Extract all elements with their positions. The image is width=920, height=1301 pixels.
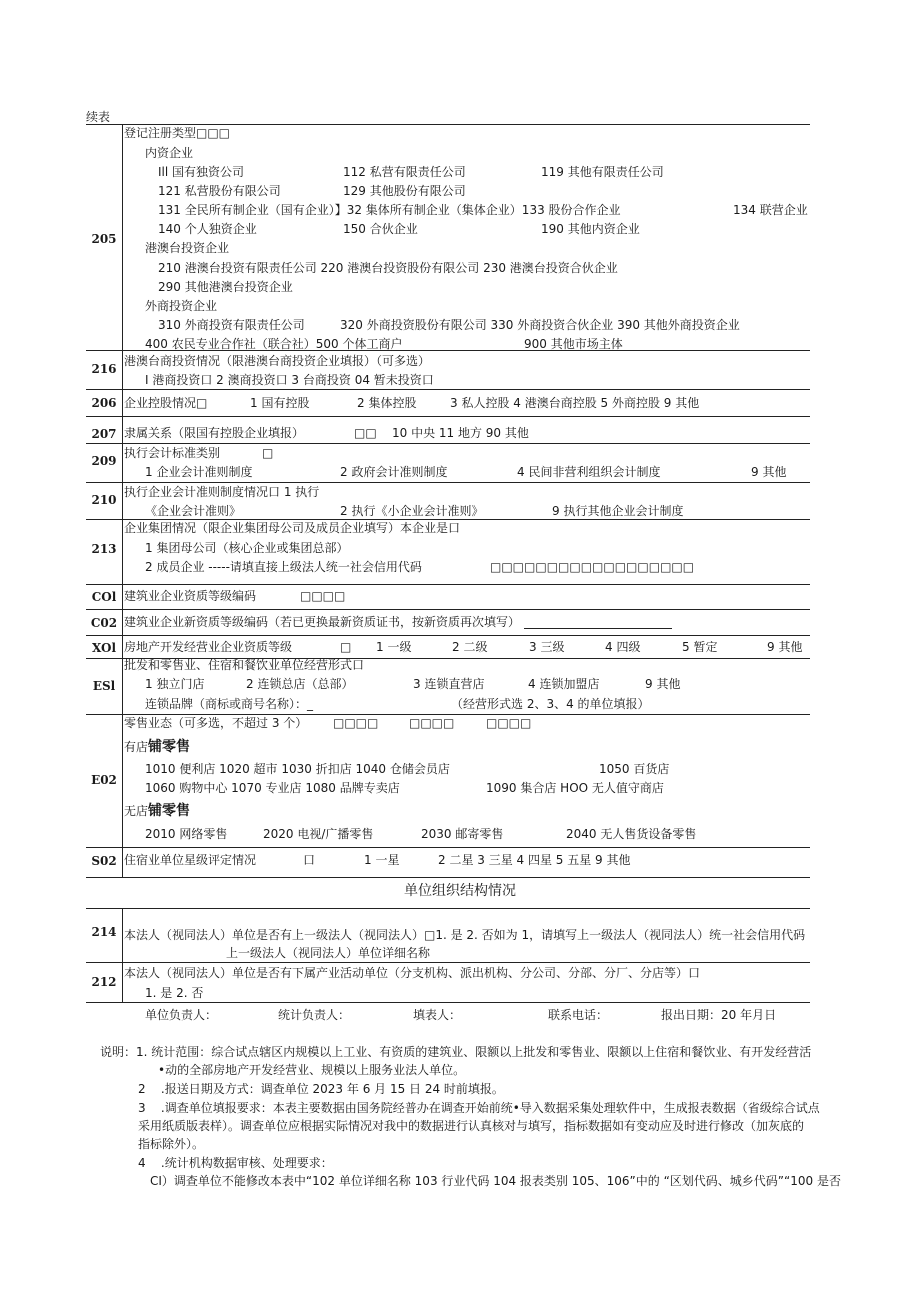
note-3-cont: 采用纸质版表样）。调查单位应根据实际情况对我中的数据进行认真核对与填写，指标数据如有变动应及时进行修改（加灰底的: [138, 1119, 805, 1133]
credit-code-boxes: □□□□□□□□□□□□□□□□□□: [490, 560, 695, 574]
row-code-207: 207: [91, 427, 117, 441]
row-divider: [86, 584, 810, 585]
registration-type-label: 登记注册类型□□□: [124, 126, 231, 140]
star-rating-label: 住宿业单位星级评定情况: [124, 853, 257, 867]
code-column-divider: [122, 908, 123, 1002]
enterprise-group-label: 企业集团情况（限企业集团母公司及成员企业填写）本企业是口: [124, 521, 461, 535]
option-text: 2040 无人售货设备零售: [566, 827, 697, 841]
option-text: 2 二级: [452, 640, 488, 654]
row-divider: [86, 635, 810, 636]
row-code-216: 216: [91, 362, 117, 376]
option-text: 1090 集合店 HOO 无人值守商店: [486, 781, 664, 795]
option-text: 9 其他: [751, 465, 787, 479]
option-text: 134 联营企业: [733, 203, 808, 217]
option-text: Ill 国有独资公司: [158, 165, 245, 179]
option-text: 1 国有控股: [250, 396, 310, 410]
code-boxes: □□: [354, 426, 377, 440]
option-text: 131 全民所有制企业（国有企业）】32 集体所有制企业（集体企业）133 股份合作企业: [158, 203, 621, 217]
note-5: CI）调查单位不能修改本表中“102 单位详细名称 103 行业代码 104 报表类别 105、106”中的 “区划代码、城乡代码”“100 是否: [150, 1174, 841, 1188]
hk-macau-taiwan-heading: 港澳台投资企业: [145, 241, 230, 255]
domestic-enterprise-heading: 内资企业: [145, 146, 194, 160]
chain-brand-label: 连锁品牌（商标或商号名称）：_: [145, 697, 314, 711]
option-text: 2 成员企业 -----请填直接上级法人统一社会信用代码: [145, 560, 422, 574]
parent-legal-entity-question: 本法人（视同法人）单位是否有上一级法人（视同法人）□1. 是 2. 否如为 1，请填写上一级法人（视同法人）统一社会信用代码: [124, 928, 806, 942]
retail-format-label: 零售业态（可多选，不超过 3 个）: [124, 716, 308, 730]
row-code-213: 213: [91, 542, 117, 556]
row-divider: [86, 908, 810, 909]
option-text: 112 私营有限责任公司: [343, 165, 466, 179]
option-text: 5 暂定: [682, 640, 718, 654]
option-text: 9 其他: [767, 640, 803, 654]
option-text: 119 其他有限责任公司: [541, 165, 664, 179]
note-1: 说明：1. 统计范围：综合试点辖区内规模以上工业、有资质的建筑业、限额以上批发和零售业、限额以上住宿和餐饮业、有开发经营活: [100, 1045, 812, 1059]
unit-leader-label: 单位负责人：: [145, 1008, 218, 1022]
option-text: 1 企业会计准则制度: [145, 465, 253, 479]
store-retail-prefix: 有店: [124, 740, 149, 754]
subordinate-unit-question: 本法人（视同法人）单位是否有下属产业活动单位（分支机构、派出机构、分公司、分部、分厂、分店等）口: [124, 966, 701, 980]
option-text: 2030 邮寄零售: [421, 827, 504, 841]
row-divider: [86, 714, 810, 715]
row-divider: [86, 962, 810, 963]
option-text: 1 一星: [364, 853, 400, 867]
note-2: 2 .报送日期及方式：调查单位 2023 年 6 月 15 日 24 时前填报。: [138, 1082, 504, 1096]
accounting-rule-label: 执行企业会计准则制度情况口 1 执行: [124, 485, 320, 499]
option-text: 《企业会计准则》: [145, 504, 242, 518]
business-form-label: 批发和零售业、住宿和餐饮业单位经营形式口: [124, 658, 365, 672]
option-text: 1 一级: [376, 640, 412, 654]
option-text: 1 独立门店: [145, 677, 205, 691]
row-code-e01: ESl: [92, 679, 116, 693]
row-divider: [86, 482, 810, 483]
option-text: 129 其他股份有限公司: [343, 184, 466, 198]
row-code-210: 210: [91, 493, 117, 507]
code-box: □: [340, 640, 352, 654]
stats-leader-label: 统计负责人：: [278, 1008, 351, 1022]
option-text: 1 集团母公司（核心企业或集团总部）: [145, 541, 349, 555]
row-code-214: 214: [91, 925, 117, 939]
option-text: 3 连锁直营店: [413, 677, 485, 691]
option-text: 2 政府会计准则制度: [340, 465, 448, 479]
option-text: 2 集体控股: [357, 396, 417, 410]
row-code-212: 212: [91, 975, 117, 989]
report-date-label: 报出日期：20 年月日: [661, 1008, 777, 1022]
row-code-206: 206: [91, 396, 117, 410]
table-bottom-border: [86, 1002, 810, 1003]
note-3: 3 .调查单位填报要求：本表主要数据由国务院经普办在调查开始前统•导入数据采集处理软件中，生成报表数据（省级综合试点: [138, 1101, 820, 1115]
non-store-retail-prefix: 无店: [124, 804, 149, 818]
store-retail-heading: [124, 740, 190, 754]
affiliation-label: 隶属关系（限国有控股企业填报）: [124, 426, 305, 440]
row-divider: [86, 609, 810, 610]
option-text: 4 民间非营利组织会计制度: [517, 465, 661, 479]
continued-label: 续表: [86, 110, 111, 124]
option-text: 1. 是 2. 否: [145, 986, 204, 1000]
construction-new-grade-label: 建筑业企业新资质等级编码（若已更换最新资质证书，按新资质再次填写）: [124, 615, 521, 629]
contact-phone-label: 联系电话：: [548, 1008, 609, 1022]
option-text: 3 私人控股 4 港澳台商控股 5 外商控股 9 其他: [450, 396, 700, 410]
code-boxes: □□□□: [300, 589, 346, 603]
option-text: 1010 便利店 1020 超市 1030 折扣店 1040 仓储会员店: [145, 762, 450, 776]
non-store-retail-heading: [124, 804, 190, 818]
row-divider: [86, 389, 810, 390]
table-top-border: [86, 124, 810, 125]
option-text: 3 三级: [529, 640, 565, 654]
row-code-209: 209: [91, 454, 117, 468]
row-code-c02: C02: [90, 616, 118, 630]
fill-in-underline: [524, 628, 672, 629]
option-text: 1060 购物中心 1070 专业店 1080 品牌专卖店: [145, 781, 400, 795]
option-text: 121 私营股份有限公司: [158, 184, 281, 198]
option-text: 2020 电视/广播零售: [263, 827, 374, 841]
code-column-divider: [122, 124, 123, 878]
option-text: 210 港澳台投资有限责任公司 220 港澳台投资股份有限公司 230 港澳台投资合伙企业: [158, 261, 618, 275]
row-code-c01: COl: [91, 590, 117, 604]
option-text: 900 其他市场主体: [524, 337, 623, 351]
option-text: 2010 网络零售: [145, 827, 228, 841]
chain-brand-note: （经营形式选 2、3、4 的单位填报）: [451, 697, 650, 711]
non-store-retail-suffix: 铺零售: [148, 803, 191, 819]
option-text: 9 其他: [645, 677, 681, 691]
parent-unit-name-label: 上一级法人（视同法人）单位详细名称: [226, 946, 431, 960]
row-divider: [86, 877, 810, 878]
row-divider: [86, 847, 810, 848]
row-code-205: 205: [91, 232, 117, 246]
hmt-investment-label: 港澳台商投资情况（限港澳台商投资企业填报）（可多选）: [124, 354, 431, 368]
row-code-x01: XOl: [91, 641, 117, 655]
code-boxes: □□□□: [409, 716, 455, 730]
foreign-investment-heading: 外商投资企业: [145, 299, 218, 313]
code-box: □: [262, 446, 274, 460]
accounting-standard-label: 执行会计标准类别: [124, 446, 221, 460]
real-estate-grade-label: 房地产开发经营业企业资质等级: [124, 640, 293, 654]
row-divider: [86, 416, 810, 417]
option-text: 310 外商投资有限责任公司: [158, 318, 305, 332]
note-1-cont: •动的全部房地产开发经营业、规模以上服务业法人单位。: [158, 1063, 466, 1077]
row-code-s02: S02: [91, 854, 117, 868]
row-code-e02: E02: [91, 773, 117, 787]
option-text: 4 四级: [605, 640, 641, 654]
option-text: 1050 百货店: [599, 762, 670, 776]
row-divider: [86, 519, 810, 520]
option-text: 400 农民专业合作社（联合社）500 个体工商户: [145, 337, 403, 351]
option-text: 2 执行《小企业会计准则》: [340, 504, 484, 518]
option-text: I 港商投资口 2 澳商投资口 3 台商投资 04 暂未投资口: [145, 373, 434, 387]
row-divider: [86, 443, 810, 444]
code-boxes: □□□□: [486, 716, 532, 730]
code-boxes: □□□□: [333, 716, 379, 730]
code-box: 口: [303, 853, 316, 867]
option-text: 4 连锁加盟店: [528, 677, 600, 691]
option-text: 320 外商投资股份有限公司 330 外商投资合伙企业 390 其他外商投资企业: [340, 318, 740, 332]
option-text: 2 连锁总店（总部）: [246, 677, 354, 691]
note-4: 4 .统计机构数据审核、处理要求：: [138, 1156, 333, 1170]
note-3-end: 指标除外）。: [138, 1137, 205, 1151]
option-text: 150 合伙企业: [343, 222, 418, 236]
option-text: 140 个人独资企业: [158, 222, 257, 236]
construction-grade-label: 建筑业企业资质等级编码: [124, 589, 257, 603]
option-text: 2 二星 3 三星 4 四星 5 五星 9 其他: [438, 853, 631, 867]
option-text: 290 其他港澳台投资企业: [158, 280, 293, 294]
store-retail-suffix: 铺零售: [148, 739, 191, 755]
holding-label: 企业控股情况□: [124, 396, 208, 410]
option-text: 9 执行其他企业会计制度: [552, 504, 684, 518]
option-text: 190 其他内资企业: [541, 222, 640, 236]
option-text: 10 中央 11 地方 90 其他: [392, 426, 529, 440]
org-structure-title: 单位组织结构情况: [404, 883, 516, 899]
filler-label: 填表人：: [413, 1008, 462, 1022]
